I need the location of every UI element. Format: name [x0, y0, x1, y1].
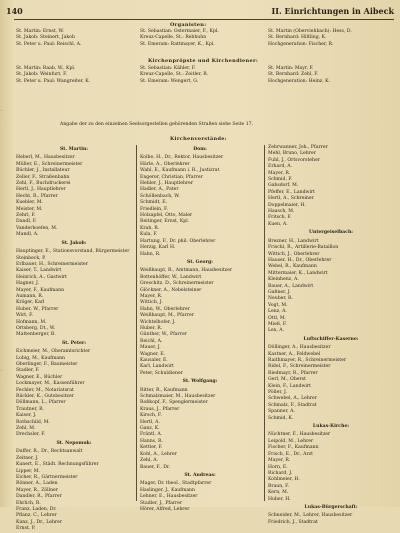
list-item: Kraus, J., Pfarrer	[140, 406, 180, 412]
list-item: Riedmayr, R., Pfarrer	[268, 370, 318, 376]
list-item: St. Bernhard: Hiltling, K.	[268, 35, 327, 41]
list-item: Büchler, J., Installateur	[16, 168, 70, 174]
list-item: St. Bernhard: Zehl, F.	[268, 72, 319, 78]
page-number: 140	[6, 6, 23, 16]
church-col-1	[16, 66, 134, 85]
list-item: Müller, E., Schreinermeister	[16, 161, 83, 167]
list-item: Vogt, M.	[268, 302, 288, 308]
list-item: Zeitner, J.	[16, 455, 39, 461]
list-item: Lobig, M., Kaufmann	[16, 355, 66, 361]
list-item: Peter, Schuldiener	[140, 370, 183, 376]
list-item: Ottl, M.	[268, 315, 287, 321]
list-item: Braun, F.	[268, 483, 290, 489]
list-item: Kula, F.	[140, 232, 158, 238]
parish-heading: St. Andreas:	[184, 472, 216, 478]
list-item: Hauser, H., Dr., Oberlehrer	[268, 257, 332, 263]
right-column	[268, 145, 394, 525]
column-divider	[136, 145, 137, 501]
list-item: St. Martin: Raab, W., Kpl.	[16, 66, 76, 71]
list-item: Richard, J.	[268, 470, 293, 476]
list-item: Mieß, F.	[268, 321, 287, 327]
list-item: Kausaler, E.	[140, 358, 168, 363]
list-item: Heinrich, A., Gastwirt	[16, 274, 68, 280]
list-item: St. Martin: Mayr, F.	[268, 66, 314, 71]
list-item: Oberlinger, F., Baumeister	[16, 362, 78, 367]
list-item: Wirt, F.	[16, 313, 34, 319]
list-item: Trautner, R.	[16, 406, 45, 412]
list-item: Hertl, J., Hauptlehrer	[16, 187, 66, 193]
list-item: Hahn, R.	[140, 251, 161, 257]
list-item: Krah, R.	[140, 225, 160, 231]
list-item: Döllmann, L., Pfarrer	[16, 400, 66, 406]
page-header	[6, 6, 394, 18]
list-item: Zehrl, F.	[16, 213, 36, 219]
list-item: Raithmayer, R., Schreinermeister	[268, 358, 347, 363]
list-item: Fechler, M., Notariatsrat	[16, 387, 74, 393]
list-item: Günther, W., Pfarrer	[140, 332, 187, 338]
list-item: Herzig, Karl H.	[140, 245, 176, 251]
list-item: Zehl, A.	[140, 458, 159, 464]
list-item: Fräntl, A.	[140, 432, 163, 438]
list-item: Stadler, F.	[16, 368, 40, 374]
list-item: Frischl, R., Artillerie-Bataillon	[268, 245, 339, 251]
organists-col-2	[140, 29, 258, 48]
parish-heading: Untergeiselbach:	[309, 230, 353, 236]
list-item: Eichmeier, M., Oberamtsrichter	[16, 349, 91, 355]
list-item: Zeller, F., Straßenbahn	[16, 174, 70, 180]
list-item: Kreuz-Capelle, St.: Rebhuhn	[140, 35, 207, 41]
list-item: Schmid, F.	[268, 177, 293, 183]
middle-column	[140, 145, 260, 512]
list-item: Mayer, R., Zöllner	[16, 487, 58, 493]
parish-heading: Lukas-Bürgerschaft:	[304, 504, 358, 510]
list-item: Nüchtner, F., Hausbesitzer	[268, 432, 331, 438]
list-item: Gabsdorf, M.	[268, 183, 299, 189]
list-item: St. Emeram: Rattmayer, K., Kpl.	[140, 41, 215, 47]
list-item: Härle, A., Oberlehrer	[140, 161, 190, 167]
church-col-2	[140, 66, 258, 85]
list-item: Aumann, R.	[16, 293, 44, 299]
list-item: Hauptinger, E., Stationsvorstand, Bürgermeister	[16, 249, 130, 255]
footnote: Angabe der zu den einzelnen Seelsorgestellen gehörenden Straßen siehe Seite 17.	[60, 122, 254, 127]
list-item: Mandl, A.	[16, 232, 39, 238]
list-item: Schwebel, A., Lehrer	[268, 396, 317, 402]
binding-mark: ·	[1, 368, 3, 374]
list-item: St. Martin (Oberviehbach): Hess, D.	[268, 29, 352, 34]
list-item: Ritter, R., Kaufmann	[140, 387, 188, 393]
list-item: Wagner, E., Büchler	[16, 374, 63, 380]
organists-col-3	[268, 29, 394, 48]
parish-heading: St. Peter:	[61, 340, 87, 346]
list-item: Gaßner, J.	[268, 289, 291, 295]
list-item: Mayer, F., Kaufmann	[16, 287, 65, 293]
list-item: Reitinger, Ernst, Kpl.	[140, 219, 190, 225]
list-item: Hadler, A., Pater	[140, 187, 179, 193]
list-item: Ridel, F., Schreinermeister	[268, 364, 331, 370]
list-item: Kaiser, T., Landwirt	[16, 268, 62, 274]
list-item: Lipper, M.	[16, 468, 40, 474]
list-item: Wichtelhofer, J.	[140, 319, 176, 325]
list-item: Drechsler, F.	[16, 432, 46, 438]
list-item: Engerer, Christian, Pfarrer	[140, 174, 203, 180]
list-item: Kastner, A., Feldwebel	[268, 351, 321, 357]
binding-mark: ·	[1, 108, 3, 114]
parish-heading: Dom:	[193, 147, 207, 152]
parish-heading: Lukas-Kirche:	[312, 424, 350, 430]
list-item: Hagner, J.	[16, 281, 39, 287]
list-item: Steinbeck, P.	[16, 255, 46, 261]
list-item: Schmidt, E.	[140, 200, 168, 206]
list-item: Kleinhenz, A.	[268, 277, 299, 283]
list-item: Fuhl, J., Ortsvorsteher	[268, 157, 320, 163]
list-item: Dandl, F.	[16, 219, 37, 225]
list-item: Lockmayer, M., Kassenführer	[16, 381, 85, 387]
parish-heading: St. Georg:	[187, 259, 213, 265]
list-item: Hochgeneration: Heinz, K.	[268, 78, 331, 84]
list-item: Friedrich, J., Stadtrat	[268, 519, 318, 525]
list-item: Bottenhöffer, W., Landwirt	[140, 274, 202, 280]
list-item: Fritsch, F.	[268, 215, 292, 221]
column-divider	[264, 145, 265, 501]
list-item: Schneider, M., Lehrer, Hausbesitzer	[268, 513, 353, 519]
list-item: Rückler, K., Gutsbesitzer	[16, 394, 74, 400]
list-item: Glöckner, A., Nebelsteiner	[140, 287, 202, 293]
list-item: Hecht, R., Pfarrer	[16, 193, 58, 199]
list-item: Mittermaier, K., Landwirt	[268, 270, 328, 276]
list-item: Erlbauer, H., Schreinermeister	[16, 261, 88, 267]
list-item: Pflanz, C., Lehrer	[16, 513, 57, 519]
list-item: Kohl, A., Lehrer	[140, 451, 177, 457]
list-item: Hanns, R.	[140, 438, 163, 444]
list-item: Kröger, Karl	[16, 300, 45, 306]
list-item: Dandler, R., Pfarrer	[16, 494, 62, 500]
list-item: Webel, R., Kaufmann	[268, 264, 317, 270]
list-item: Pfeffer, E., Landwirt	[268, 189, 315, 195]
list-item: St. Emeram: Wengert, G.	[140, 78, 199, 84]
list-item: Döllinger, A., Hausbesitzer	[268, 345, 331, 351]
list-item: Hörer, Alfred, Lehrer	[140, 506, 190, 512]
parish-heading: St. Nepomuk:	[56, 440, 92, 446]
parish-heading: St. Jakob:	[61, 240, 87, 246]
list-item: Wahl, E., Kaufmann i. R., Justizrat	[140, 168, 220, 174]
list-item: Wagner, E.	[140, 351, 166, 357]
header-rule	[14, 19, 394, 20]
list-item: Horn, E.	[268, 464, 288, 470]
list-item: Mehl, Bruno, Lehrer	[268, 151, 316, 157]
parish-heading: Luftschiffer-Kaserne:	[303, 336, 359, 342]
list-item: Mattenberger, B.	[16, 332, 56, 338]
list-item: Kaiser, J.	[16, 413, 37, 419]
list-item: Hofmann, M.	[16, 319, 47, 325]
list-item: St. Martin: Ernst, W.	[16, 29, 64, 34]
list-item: Kirsch, F.	[140, 413, 162, 419]
list-item: Friedlein, F.	[140, 206, 168, 212]
list-item: Schmalzmaier, M., Hausbesitzer	[140, 394, 216, 400]
list-item: Mager, Dr. theol., Stadtpfarrer	[140, 481, 212, 487]
list-item: Rönner, A., Laden	[16, 481, 58, 487]
list-item: Mauer, J.	[140, 345, 161, 351]
list-item: Gerl, M., Oberst	[268, 377, 306, 383]
list-item: Ortsberg, Dt., W.	[16, 325, 56, 331]
list-item: Kuebler, M.	[16, 200, 43, 206]
list-item: Klein, F., Landwirt	[268, 383, 311, 389]
list-item: Eicher, R., Gärtnermeister	[16, 474, 78, 480]
list-item: Kreuz-Capelle, St.: Zeitler, R.	[140, 72, 209, 78]
list-item: Bauer, F., Dr.	[140, 464, 171, 470]
list-item: Zehrwanner, Joh., Pfarrer	[268, 145, 328, 150]
list-item: Vanderhoefen, M.	[16, 225, 58, 231]
list-item: Franz, Laden, Dr.	[16, 506, 57, 512]
list-item: Doppelmaier, H.	[268, 202, 306, 208]
list-item: Schöllenbach, W.	[140, 193, 180, 199]
list-item: Lehner, E., Hausbesitzer	[140, 494, 198, 500]
list-item: Huber, H.	[268, 496, 291, 502]
list-item: Kuen, A.	[268, 221, 288, 227]
organists-heading: Organisten:	[170, 22, 207, 28]
list-item: St. Sebastian: Ostermaier, F., Kpl.	[140, 29, 219, 34]
list-item: Huber, W., Pfarrer	[16, 306, 59, 312]
list-item: Hochgeneration: Fischer, R.	[268, 41, 334, 47]
list-item: Lenz, A.	[268, 309, 287, 315]
church-heading: Kirchenpröpste und Kirchendiener:	[148, 58, 259, 64]
list-item: Haslinger, J., Kaufmann	[140, 487, 195, 493]
organists-col-1	[16, 29, 134, 48]
list-item: Holzapfel, Otto, Maler	[140, 213, 193, 219]
list-item: Kettler, F.	[140, 445, 163, 451]
parish-heading: St. Martin:	[59, 147, 89, 152]
running-title: II. Einrichtungen in Aibeck	[271, 6, 394, 16]
list-item: Ehrlich, R.	[16, 500, 41, 506]
list-item: Roßkopf, F., Spenglermeister	[140, 400, 208, 406]
list-item: St. Peter u. Paul: Reischl, A.	[16, 41, 82, 47]
list-item: Lex, A.	[268, 328, 285, 334]
parish-heading: St. Wolfgang:	[182, 379, 218, 385]
list-item: Brezner, H., Landwirt	[268, 238, 319, 244]
list-item: Ganz, K.	[140, 426, 160, 432]
list-item: Kolbe, H., Dr., Rektor, Hausbesitzer	[140, 155, 224, 161]
list-item: Kohlmeier, H.	[268, 477, 300, 483]
list-item: St. Sebastian: Kähler, F.	[140, 66, 196, 71]
list-item: Hahn, W., Oberlehrer	[140, 306, 190, 312]
list-item: Erhard, A.	[268, 164, 293, 170]
list-item: Mayer, R.	[268, 170, 291, 176]
list-item: Leipold, M., Lehrer	[268, 438, 314, 444]
list-item: Ernst, P.	[16, 526, 36, 532]
list-item: Duffer, R., Dr., Rechtsanwalt	[16, 449, 83, 455]
list-item: Mayer, R.	[140, 293, 163, 299]
list-item: Bauer, A., Landwirt	[268, 283, 314, 289]
list-item: Weißhaupt, M., Pfarrer	[140, 313, 194, 319]
left-column	[16, 145, 132, 532]
list-item: Zehl, F., Buchdruckerei	[16, 181, 71, 187]
list-item: Fischer, F., Kaufmann	[268, 445, 319, 451]
list-item: Greschitz, D., Schreinermeister	[140, 281, 214, 287]
church-col-3	[268, 66, 394, 85]
list-item: Haasch, M.	[268, 209, 295, 215]
list-item: Zehl, M.	[16, 426, 36, 432]
list-item: Frisch, E., Dr., Arzt	[268, 451, 313, 457]
list-item: St. Peter u. Paul: Wangreiter, K.	[16, 78, 91, 84]
list-item: Mayer, R.	[268, 458, 291, 464]
list-item: Neuber, R.	[268, 296, 293, 302]
list-item: St. Jakob: Steinert, Jakob	[16, 35, 75, 41]
list-item: Hehler, J., Hauptlehrer	[140, 181, 194, 187]
list-item: Wittich, J.	[140, 300, 163, 306]
list-item: Hartung, F., Dr. phil. Oberlehrer	[140, 238, 216, 244]
list-item: Reichl, A.	[140, 338, 163, 344]
list-item: Karl, Landwirt	[140, 364, 174, 370]
list-item: St. Jakob: Weinfurt, F.	[16, 72, 68, 78]
list-item: Spanner, A.	[268, 409, 295, 415]
list-item: Pöller, J.	[268, 390, 287, 396]
list-item: Hertl, A., Schreiner	[268, 196, 314, 202]
section-heading: Kirchenvorstände:	[170, 136, 227, 142]
list-item: Wittich, J., Oberlehrer	[268, 251, 320, 257]
list-item: Huber, R.	[140, 325, 163, 331]
list-item: Kunz, J., Dr., Lehrer	[16, 519, 63, 525]
list-item: Schmid, K.	[268, 415, 294, 421]
list-item: Hertl, A.	[140, 419, 160, 425]
list-item: Meister, M.	[16, 206, 43, 212]
list-item: Weißhaupt, R., Amtmann, Hausbesitzer	[140, 268, 232, 274]
list-item: Stadler, J., Pfarrer	[140, 500, 183, 506]
list-item: Rothschild, M.	[16, 419, 50, 425]
list-item: Heberl, M., Hausbesitzer	[16, 155, 75, 161]
list-item: Schmalz, F., Stadtrat	[268, 402, 317, 408]
list-item: Kern, M.	[268, 490, 289, 496]
list-item: Kunert, E., Städt. Rechnungsführer	[16, 462, 99, 468]
